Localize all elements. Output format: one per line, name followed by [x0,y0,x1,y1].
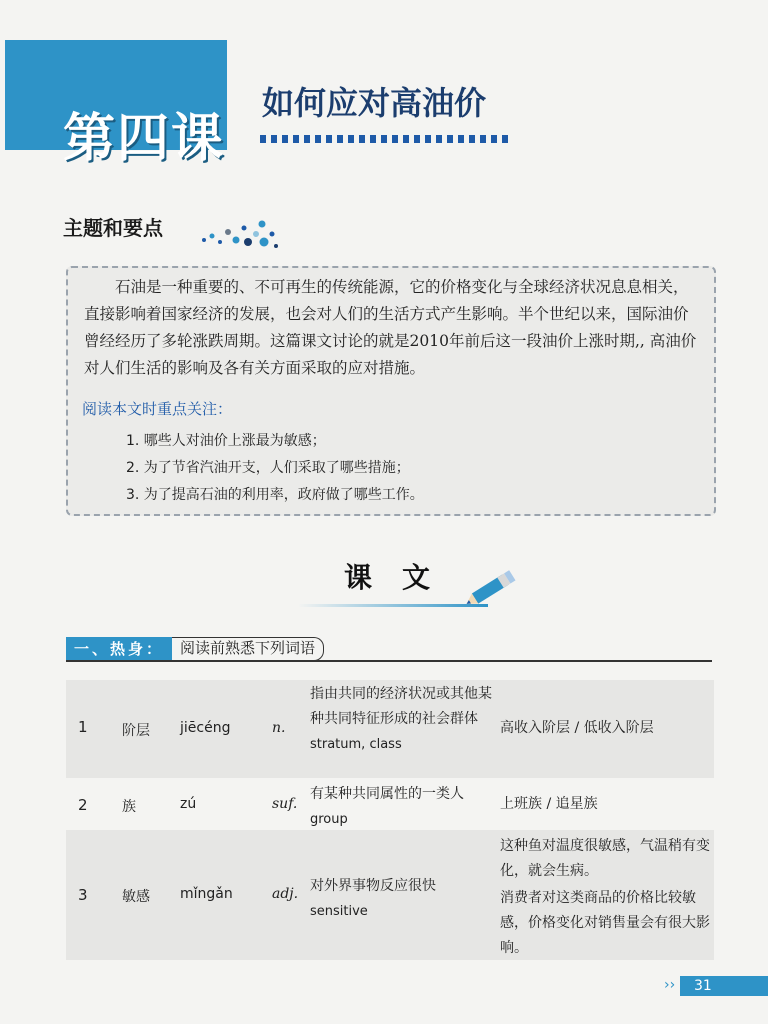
warmup-tag: 一、热身： [66,637,172,661]
vocab-number: 3 [78,886,88,904]
vocab-definition [310,874,500,924]
vocab-pinyin: mǐngǎn [180,886,233,902]
section-title: 主题和要点 [63,216,163,240]
warmup-subtitle: 阅读前熟悉下列词语 [172,637,324,661]
vocab-number: 1 [78,718,88,736]
vocab-pinyin: zú [180,796,197,812]
summary-box [66,266,716,516]
page-number: 31 [680,976,768,996]
focus-item: 2. 为了节省汽油开支，人们采取了哪些措施； [126,460,410,476]
text-heading-underline [298,604,488,607]
text-heading: 课文 [344,561,461,594]
vocab-definition-zh: 对外界事物反应很快 [310,878,436,894]
vocab-example: 这种鱼对温度很敏感，气温稍有变化，就会生病。 [500,838,710,879]
focus-item: 3. 为了提高石油的利用率，政府做了哪些工作。 [126,487,424,503]
page-arrow-icon: ›› [664,977,676,993]
vocab-word: 敏感 [122,889,150,905]
dots-decoration-icon [198,216,282,250]
vocab-word: 族 [122,799,136,815]
vocab-row [66,680,714,778]
vocab-definition-en: sensitive [310,904,368,919]
vocab-example: 高收入阶层 / 低收入阶层 [500,720,654,736]
vocab-definition-en: stratum, class [310,737,402,752]
vocab-definition-en: group [310,812,348,827]
vocab-row [66,778,714,830]
vocab-row [66,830,714,960]
warmup-header [66,637,324,661]
vocab-definition-zh: 指由共同的经济状况或其他某种共同特征形成的社会群体 [310,686,492,727]
vocab-pos: n. [272,720,286,736]
vocab-pinyin: jiēcéng [180,720,231,736]
vocab-example: 上班族 / 追星族 [500,796,598,812]
summary-paragraph: 石油是一种重要的、不可再生的传统能源，它的价格变化与全球经济状况息息相关，直接影响着国家经济的发展，也会对人们的生活方式产生影响。半个世纪以来，国际油价曾经经历了多轮涨跌周期。这篇课文讨论的就是2010年前后这一段油价上涨时期,, 高油价对人们生活的影响及各有关方面采取的应对措施。 [84,278,697,377]
title-dotted-rule [260,135,510,143]
vocab-definition [310,782,500,832]
focus-item: 1. 哪些人对油价上涨最为敏感； [126,433,326,449]
lesson-title: 如何应对高油价 [262,84,487,122]
lesson-number: 第四课 [63,109,226,169]
vocab-pos: adj. [272,886,299,902]
vocab-pos: suf. [272,796,298,812]
warmup-rule [66,660,712,662]
focus-heading: 阅读本文时重点关注： [82,400,233,418]
focus-list [126,428,424,509]
lesson-badge [5,40,227,169]
vocab-definition-zh: 有某种共同属性的一类人 [310,786,464,802]
vocab-example: 消费者对这类商品的价格比较敏感，价格变化对销售量会有很大影响。 [500,890,710,956]
pencil-icon [462,566,522,610]
vocab-word: 阶层 [122,723,150,739]
vocab-number: 2 [78,796,88,814]
vocab-definition [310,682,500,757]
